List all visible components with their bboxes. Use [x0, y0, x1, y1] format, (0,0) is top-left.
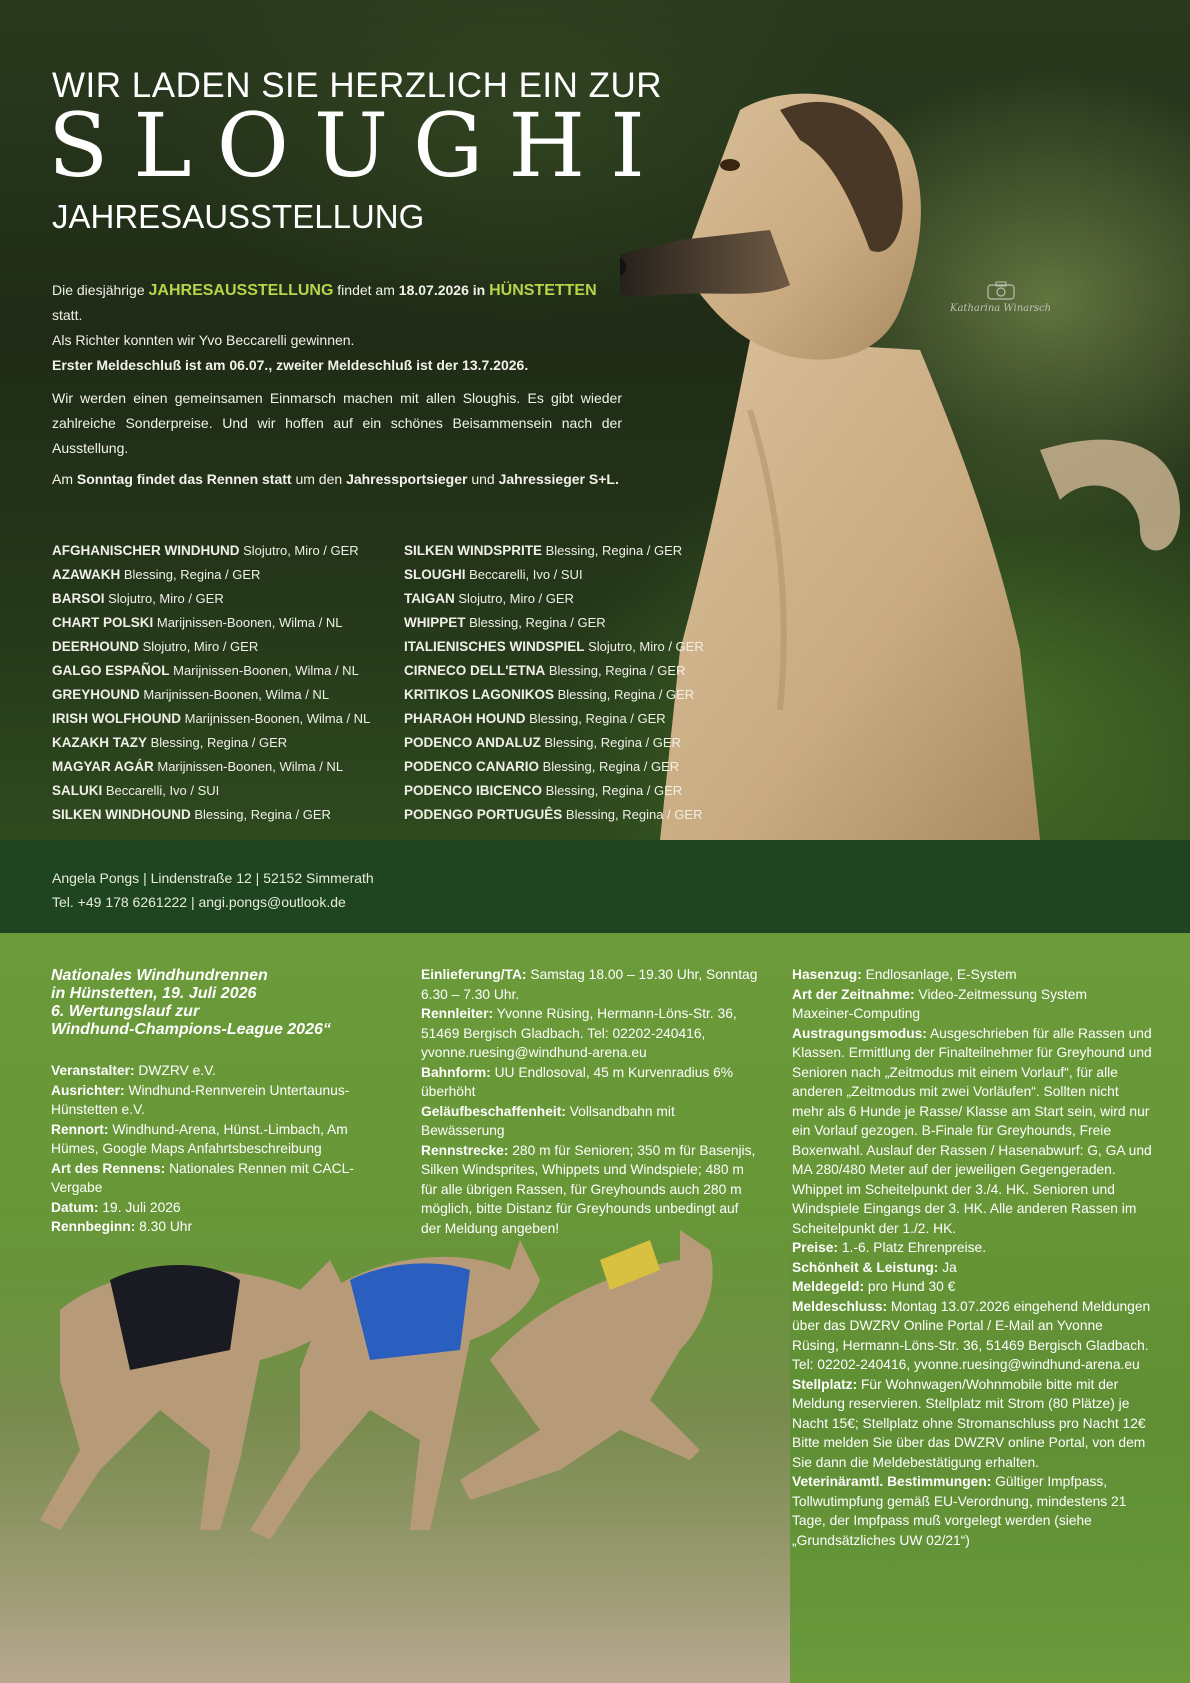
judge-row — [52, 707, 370, 731]
intro-highlight-show: JAHRESAUSSTELLUNG — [148, 282, 334, 299]
judge-name: Blessing, Regina / GER — [554, 687, 695, 702]
breed-name: CIRNECO DELL'ETNA — [404, 663, 546, 678]
judge-name: Blessing, Regina / GER — [545, 663, 686, 678]
race-detail-item — [51, 1061, 381, 1081]
judge-name: Blessing, Regina / GER — [540, 735, 681, 750]
race-detail-label: Austragungsmodus: — [792, 1025, 927, 1041]
race-detail-label: Rennleiter: — [421, 1006, 494, 1021]
race-detail-value: Video-Zeitmessung System Maxeiner-Computing — [792, 986, 1087, 1021]
contact-info — [52, 866, 374, 914]
race-detail-label: Meldeschluss: — [792, 1298, 888, 1314]
race-detail-value: Endlosanlage, E-System — [861, 967, 1017, 982]
judge-row — [52, 587, 370, 611]
race-detail-label: Art des Rennens: — [51, 1160, 166, 1176]
race-detail-value: Samstag 18.00 – 19.30 Uhr, Sonntag 6.30 – 7.30 Uhr. — [421, 967, 758, 1002]
judge-name: Marijnissen-Boonen, Wilma / NL — [153, 759, 344, 774]
race-detail-label: Rennbeginn: — [51, 1219, 136, 1234]
race-column-1 — [51, 967, 381, 1237]
race-detail-value: Windhund-Arena, Hünst.-Limbach, Am Hümes, Google Maps Anfahrtsbeschreibung — [51, 1121, 348, 1156]
race-detail-label: Schönheit & Leistung: — [792, 1259, 939, 1275]
breed-name: PODENGO PORTUGUÊS — [404, 807, 563, 822]
race-detail-value: Vollsandbahn mit Bewässerung — [421, 1103, 675, 1138]
race-detail-label: Meldegeld: — [792, 1279, 865, 1294]
judge-row — [52, 539, 370, 563]
judges-column-right — [404, 539, 704, 827]
judge-row — [52, 611, 370, 635]
breed-name: PODENCO IBICENCO — [404, 783, 543, 798]
judge-row — [52, 731, 370, 755]
breed-name: SALUKI — [52, 783, 103, 798]
race-detail-item — [792, 965, 1152, 985]
race-detail-item — [51, 1081, 381, 1120]
race-detail-item — [792, 1238, 1152, 1258]
judge-row — [404, 731, 704, 755]
race-detail-label: Hasenzug: — [792, 967, 862, 982]
announcement-bold: Sonntag findet das Rennen statt — [76, 471, 292, 487]
judge-row — [52, 779, 370, 803]
race-details-3 — [792, 965, 1152, 1550]
judge-row — [404, 803, 704, 827]
announcement-bold: Jahressieger S+L. — [498, 471, 619, 487]
intro-text: statt. — [52, 307, 83, 323]
judge-row — [404, 779, 704, 803]
breed-name: SILKEN WINDSPRITE — [404, 543, 543, 558]
breed-name: TAIGAN — [404, 591, 455, 606]
race-detail-item — [51, 1217, 381, 1237]
deadline-text: Erster Meldeschluß ist am 06.07., zweiter Meldeschluß ist der 13.7.2026. — [52, 357, 529, 373]
announcement-text: um den — [291, 471, 347, 487]
judge-row — [52, 659, 370, 683]
race-detail-value: UU Endlosoval, 45 m Kurvenradius 6% überhöht — [421, 1064, 734, 1099]
judge-name: Slojutro, Miro / GER — [239, 543, 359, 558]
race-title-line: Nationales Windhundrennen — [51, 967, 268, 984]
breed-name: GALGO ESPAÑOL — [52, 663, 170, 678]
race-detail-value: 8.30 Uhr — [135, 1219, 193, 1234]
judge-name: Marijnissen-Boonen, Wilma / NL — [139, 687, 330, 702]
judge-row — [404, 683, 704, 707]
judge-name: Marijnissen-Boonen, Wilma / NL — [181, 711, 371, 726]
race-detail-label: Stellplatz: — [792, 1376, 858, 1392]
intro-paragraph-2: Wir werden einen gemeinsamen Einmarsch machen mit allen Sloughis. Es gibt wieder zahlreiche Sonderpreise. Und wir hoffen auf ein schönes Beisammensein nach der Ausstellung. — [52, 390, 622, 456]
breed-name: SLOUGHI — [404, 567, 466, 582]
breed-name: PODENCO CANARIO — [404, 759, 540, 774]
race-detail-item — [421, 1141, 761, 1239]
breed-name: PODENCO ANDALUZ — [404, 735, 541, 750]
judge-row — [404, 587, 704, 611]
intro-text: Die diesjährige — [52, 282, 149, 298]
race-detail-item — [51, 1120, 381, 1159]
contact-phone-email: Tel. +49 178 6261222 | angi.pongs@outlook.de — [52, 894, 346, 910]
breed-name: ITALIENISCHES WINDSPIEL — [404, 639, 585, 654]
race-detail-label: Rennstrecke: — [421, 1142, 509, 1158]
judge-row — [404, 539, 704, 563]
judge-name: Blessing, Regina / GER — [525, 711, 666, 726]
race-detail-item — [51, 1198, 381, 1218]
race-detail-value: DWZRV e.V. — [134, 1063, 216, 1078]
judge-row — [404, 563, 704, 587]
judge-name: Blessing, Regina / GER — [562, 807, 703, 822]
race-detail-item — [792, 985, 1152, 1024]
race-detail-item — [792, 1297, 1152, 1375]
judges-column-left — [52, 539, 370, 827]
breed-name: PHARAOH HOUND — [404, 711, 526, 726]
race-detail-item — [792, 1024, 1152, 1239]
race-announcement — [52, 467, 622, 492]
race-detail-label: Datum: — [51, 1199, 99, 1215]
announcement-text: und — [467, 471, 499, 487]
race-details-1 — [51, 1061, 381, 1237]
race-detail-item — [421, 965, 761, 1004]
breed-name: BARSOI — [52, 591, 105, 606]
judge-row — [404, 707, 704, 731]
judge-name: Beccarelli, Ivo / SUI — [465, 567, 583, 582]
intro-date: 18.07.2026 in — [398, 282, 490, 298]
invite-heading: WIR LADEN SIE HERZLICH EIN ZUR — [52, 66, 663, 105]
breed-name: DEERHOUND — [52, 639, 140, 654]
judge-name: Blessing, Regina / GER — [465, 615, 606, 630]
breed-name: SILKEN WINDHOUND — [52, 807, 191, 822]
intro-text: findet am — [333, 282, 399, 298]
judge-row — [404, 611, 704, 635]
judge-name: Marijnissen-Boonen, Wilma / NL — [153, 615, 343, 630]
judge-name: Slojutro, Miro / GER — [454, 591, 574, 606]
race-detail-item — [792, 1472, 1152, 1550]
race-detail-item — [792, 1258, 1152, 1278]
race-detail-label: Art der Zeitnahme: — [792, 986, 915, 1002]
breed-name: AZAWAKH — [52, 567, 121, 582]
judge-row — [52, 803, 370, 827]
page-title: SLOUGHI — [48, 94, 670, 197]
judge-name: Blessing, Regina / GER — [542, 783, 683, 798]
announcement-bold: Jahressportsieger — [346, 471, 468, 487]
race-detail-value: Ausgeschrieben für alle Rassen und Klassen. Ermittlung der Finalteilnehmer für Greyhound und Senioren nach „Zeitmodus mit einem Vorlauf“, für alle anderen „Zeitmodus mit zwei Vorläufen“. Sollten nicht mehr als 6 Hunde je Rasse/ Klasse am Start sein, wird nur ein Vorlauf gezogen. B-Finale für Greyhounds, Freie Boxenwahl. Auslauf der Rassen / Hasenabwurf: G, GA und MA 280/480 Meter auf der jeweiligen Gegengeraden. Whippet im Scheitelpunkt der 3./4. HK. Senioren und Windspiele Eingangs der 3. HK. Alle anderen Rassen im Scheitelpunkt der 1./2. HK. — [792, 1025, 1152, 1236]
judge-row — [52, 635, 370, 659]
intro-line-2: Als Richter konnten wir Yvo Beccarelli gewinnen. — [52, 332, 355, 348]
race-title-line: in Hünstetten, 19. Juli 2026 — [51, 985, 257, 1002]
race-detail-item — [421, 1063, 761, 1102]
photo-credit-logo — [950, 280, 1051, 314]
contact-address: Angela Pongs | Lindenstraße 12 | 52152 Simmerath — [52, 870, 374, 886]
judge-row — [52, 683, 370, 707]
judge-name: Slojutro, Miro / GER — [139, 639, 259, 654]
race-detail-label: Bahnform: — [421, 1064, 491, 1080]
race-detail-value: Montag 13.07.2026 eingehend Meldungen über das DWZRV Online Portal / E-Mail an Yvonne Rüsing, Hermann-Löns-Str. 36, 51469 Bergisch Gladbach. Tel: 02202-240416, yvonne.ruesing@windhund-arena.eu — [792, 1298, 1151, 1372]
judge-name: Blessing, Regina / GER — [147, 735, 288, 750]
race-detail-value: 280 m für Senioren; 350 m für Basenjis, Silken Windsprites, Whippets und Windspiele; 480 m für alle übrigen Rassen, für Greyhounds auch 280 m möglich, bitte Distanz für Greyhounds unbedingt auf der Meldung angeben! — [421, 1142, 756, 1236]
top-section — [0, 0, 1190, 840]
page-subtitle: JAHRESAUSSTELLUNG — [52, 198, 425, 235]
judge-name: Blessing, Regina / GER — [542, 543, 683, 558]
race-detail-item — [792, 1375, 1152, 1473]
breed-name: GREYHOUND — [52, 687, 140, 702]
judge-name: Blessing, Regina / GER — [190, 807, 331, 822]
race-title-line: 6. Wertungslauf zur — [51, 1003, 200, 1020]
race-detail-item — [792, 1277, 1152, 1297]
intro-line-1 — [52, 278, 622, 328]
race-detail-item — [421, 1102, 761, 1141]
race-detail-value: Ja — [938, 1259, 957, 1275]
racing-dogs-image — [0, 1200, 790, 1683]
judge-name: Slojutro, Miro / GER — [584, 639, 704, 654]
race-detail-label: Ausrichter: — [51, 1082, 125, 1098]
breed-name: CHART POLSKI — [52, 615, 154, 630]
intro-line-3 — [52, 353, 622, 378]
judge-row — [404, 635, 704, 659]
judge-row — [52, 563, 370, 587]
judge-name: Marijnissen-Boonen, Wilma / NL — [169, 663, 359, 678]
race-detail-label: Geläufbeschaffenheit: — [421, 1103, 566, 1119]
race-detail-value: Gültiger Impfpass, Tollwutimpfung gemäß EU-Verordnung, mindestens 21 Tage, der Impfpass muß vorgelegt werden (siehe „Grundsätzliches UW 02/21“) — [792, 1474, 1127, 1548]
judge-name: Beccarelli, Ivo / SUI — [102, 783, 220, 798]
race-detail-label: Veranstalter: — [51, 1063, 135, 1078]
judge-row — [52, 755, 370, 779]
camera-icon — [986, 280, 1016, 300]
judge-name: Blessing, Regina / GER — [120, 567, 261, 582]
race-detail-label: Einlieferung/TA: — [421, 967, 527, 982]
judge-row — [404, 659, 704, 683]
intro-paragraph — [52, 278, 622, 378]
race-detail-value: 19. Juli 2026 — [98, 1199, 181, 1215]
breed-name: KAZAKH TAZY — [52, 735, 147, 750]
race-detail-value: Yvonne Rüsing, Hermann-Löns-Str. 36, 51469 Bergisch Gladbach. Tel: 02202-240416, yvonne.ruesing@windhund-arena.eu — [421, 1006, 737, 1060]
race-detail-value: 1.-6. Platz Ehrenpreise. — [838, 1240, 987, 1255]
breed-name: IRISH WOLFHOUND — [52, 711, 181, 726]
announcement-text: Am — [52, 471, 77, 487]
race-detail-item — [421, 1004, 761, 1063]
race-title-line: Windhund-Champions-League 2026“ — [51, 1021, 331, 1038]
race-detail-value: pro Hund 30 € — [864, 1279, 956, 1294]
race-title — [51, 967, 381, 1039]
breed-name: WHIPPET — [404, 615, 466, 630]
race-detail-value: Windhund-Rennverein Untertaunus-Hünstetten e.V. — [51, 1082, 350, 1117]
race-detail-label: Rennort: — [51, 1121, 109, 1137]
judge-row — [404, 755, 704, 779]
breed-name: KRITIKOS LAGONIKOS — [404, 687, 555, 702]
race-detail-value: Für Wohnwagen/Wohnmobile bitte mit der Meldung reservieren. Stellplatz mit Strom (80 Plätze) je Nacht 15€; Stellplatz ohne Stromanschluss pro Nacht 12€ Bitte melden Sie über das DWZRV online Portal, von dem Sie dann die Meldebestätigung erhalten. — [792, 1376, 1146, 1470]
race-details-2 — [421, 965, 761, 1238]
race-detail-item — [51, 1159, 381, 1198]
sloughi-portrait-image — [620, 90, 1190, 840]
breed-name: MAGYAR AGÁR — [52, 759, 154, 774]
judge-name: Blessing, Regina / GER — [539, 759, 680, 774]
race-detail-value: Nationales Rennen mit CACL-Vergabe — [51, 1160, 354, 1195]
race-detail-label: Veterinäramtl. Bestimmungen: — [792, 1474, 992, 1489]
breed-name: AFGHANISCHER WINDHUND — [52, 543, 240, 558]
judge-name: Slojutro, Miro / GER — [104, 591, 224, 606]
race-detail-label: Preise: — [792, 1240, 839, 1255]
photo-credit-text: Katharina Winarsch — [950, 303, 1052, 314]
intro-highlight-place: HÜNSTETTEN — [489, 282, 597, 299]
